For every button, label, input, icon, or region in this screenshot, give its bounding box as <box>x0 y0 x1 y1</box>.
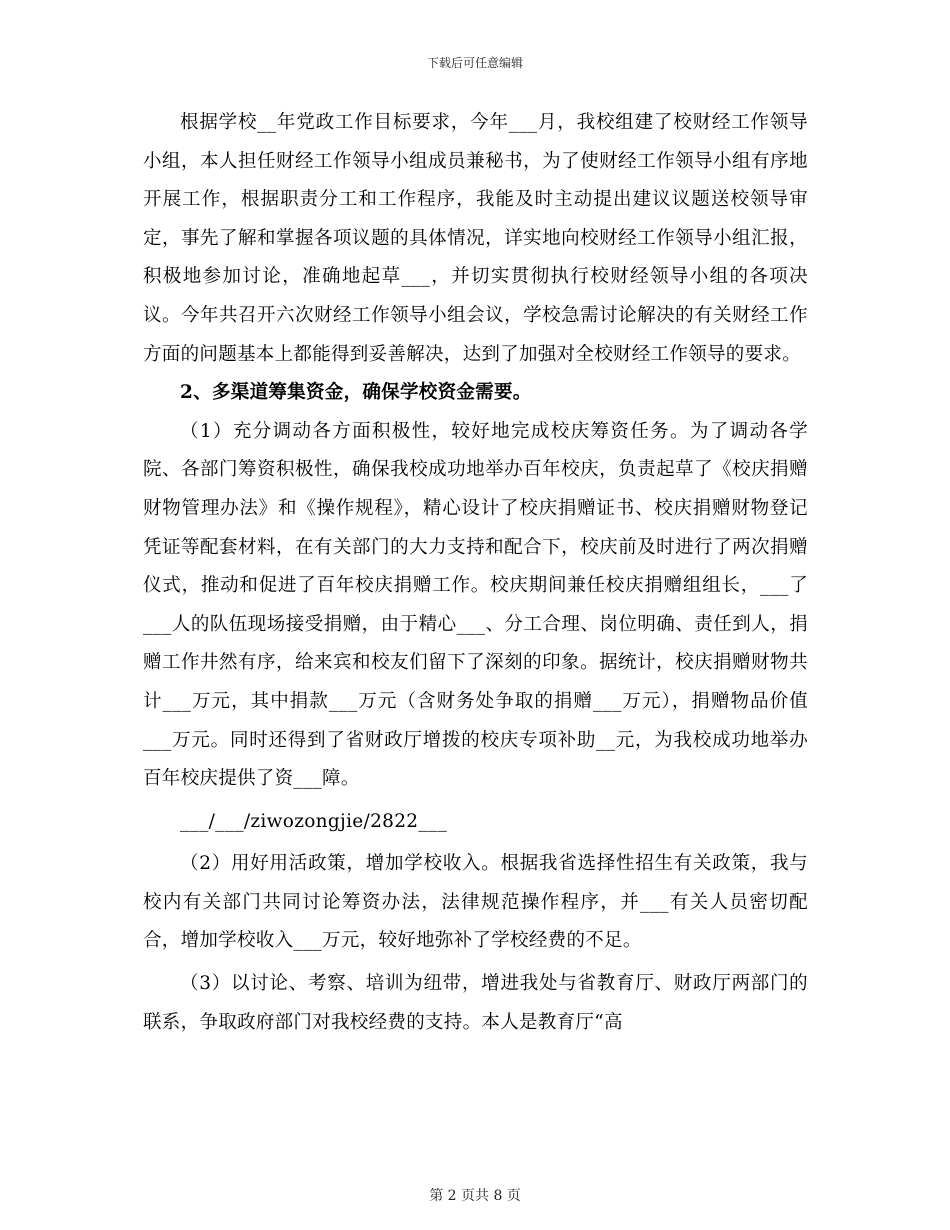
page-header: 下载后可任意编辑 <box>426 56 523 70</box>
page-footer: 第 2 页共 8 页 <box>429 1188 521 1204</box>
paragraph-policy-income: （2）用好用活政策，增加学校收入。根据我省选择性招生有关政策，我与校内有关部门共同讨论筹资办法，法律规范操作程序，并___有关人员密切配合，增加学校收入___万元，较好地弥补了学校经费的不足。 <box>143 853 808 952</box>
section-heading-fundraising: 2、多渠道筹集资金，确保学校资金需要。 <box>180 382 532 404</box>
document-body <box>143 104 808 1042</box>
paragraph-url-fragment: ___/___/ziwozongjie/2822___ <box>180 810 448 832</box>
paragraph-government-liaison: （3）以讨论、考察、培训为纽带，增进我处与省教育厅、财政厅两部门的联系，争取政府部门对我校经费的支持。本人是教育厅“高 <box>143 973 808 1033</box>
paragraph-finance-group: 根据学校__年党政工作目标要求，今年___月，我校组建了校财经工作领导小组，本人担任财经工作领导小组成员兼秘书，为了使财经工作领导小组有序地开展工作，根据职责分工和工作程序，我能及时主动提出建议议题送校领导审定，事先了解和掌握各项议题的具体情况，详实地向校财经工作领导小组汇报，积极地参加讨论，准确地起草___，并切实贯彻执行校财经领导小组的各项决议。今年共召开六次财经工作领导小组会议，学校急需讨论解决的有关财经工作方面的问题基本上都能得到妥善解决，达到了加强对全校财经工作领导的要求。 <box>143 112 808 365</box>
paragraph-anniversary-donations: （1）充分调动各方面积极性，较好地完成校庆筹资任务。为了调动各学院、各部门筹资积极性，确保我校成功地举办百年校庆，负责起草了《校庆捐赠财物管理办法》和《操作规程》，精心设计了校庆捐赠证书、校庆捐赠财物登记凭证等配套材料，在有关部门的大力支持和配合下，校庆前及时进行了两次捐赠仪式，推动和促进了百年校庆捐赠工作。校庆期间兼任校庆捐赠组组长，___了___人的队伍现场接受捐赠，由于精心___、分工合理、岗位明确、责任到人，捐赠工作井然有序，给来宾和校友们留下了深刻的印象。据统计，校庆捐赠财物共计___万元，其中捐款___万元（含财务处争取的捐赠___万元），捐赠物品价值___万元。同时还得到了省财政厅增拨的校庆专项补助__元，为我校成功地举办百年校庆提供了资___障。 <box>143 420 808 790</box>
